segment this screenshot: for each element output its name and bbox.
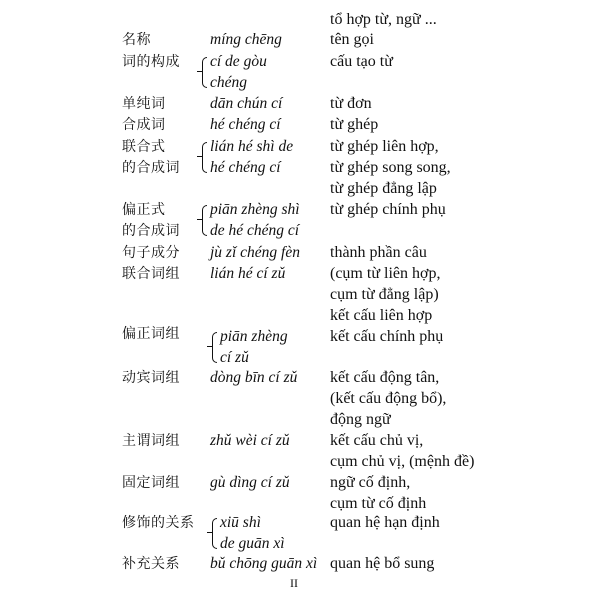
pinyin: bǔ chōng guān xì <box>210 555 318 572</box>
vietnamese-gloss: thành phần câu <box>330 244 427 261</box>
vietnamese-gloss: quan hệ hạn định <box>330 514 440 531</box>
chinese-term: 联合式 <box>122 139 166 155</box>
vietnamese-gloss: từ ghép đẳng lập <box>330 180 437 197</box>
brace-nib <box>197 156 202 157</box>
chinese-term: 偏正式 <box>122 202 166 218</box>
pinyin: míng chēng <box>210 31 282 48</box>
vietnamese-gloss: quan hệ bổ sung <box>330 555 435 572</box>
pinyin: chéng <box>210 74 248 91</box>
pinyin: lián hé cí zǔ <box>210 265 286 282</box>
chinese-term: 单纯词 <box>122 96 166 112</box>
chinese-term: 动宾词组 <box>122 370 180 386</box>
pinyin: gù dìng cí zǔ <box>210 474 290 491</box>
chinese-term: 固定词组 <box>122 475 180 491</box>
vietnamese-gloss: (cụm từ liên hợp, <box>330 265 441 282</box>
chinese-term: 的合成词 <box>122 160 180 176</box>
brace-upper <box>212 518 217 549</box>
pinyin: piān zhèng shì <box>210 201 300 218</box>
pinyin: de guān xì <box>220 535 285 552</box>
brace-upper <box>202 205 207 236</box>
page-number: II <box>290 576 298 590</box>
chinese-term: 联合词组 <box>122 266 180 282</box>
pinyin: hé chéng cí <box>210 116 281 133</box>
chinese-term: 名称 <box>122 32 151 48</box>
pinyin: hé chéng cí <box>210 159 281 176</box>
brace-nib <box>207 346 212 347</box>
chinese-term: 合成词 <box>122 117 166 133</box>
vietnamese-gloss: từ ghép song song, <box>330 159 451 176</box>
chinese-term: 补充关系 <box>122 556 180 572</box>
vietnamese-gloss: kết cấu liên hợp <box>330 307 433 324</box>
vietnamese-gloss: cụm từ đẳng lập) <box>330 286 439 303</box>
chinese-term: 的合成词 <box>122 223 180 239</box>
chinese-term: 主谓词组 <box>122 433 180 449</box>
vietnamese-gloss: từ ghép chính phụ <box>330 201 446 218</box>
pinyin: lián hé shì de <box>210 138 294 155</box>
brace-nib <box>207 532 212 533</box>
pinyin: zhǔ wèi cí zǔ <box>210 432 290 449</box>
pinyin: cí zǔ <box>220 349 249 366</box>
pinyin: cí de gòu <box>210 53 267 70</box>
vietnamese-gloss: tên gọi <box>330 31 374 48</box>
brace-nib <box>197 219 202 220</box>
vietnamese-gloss: kết cấu chủ vị, <box>330 432 424 449</box>
brace-upper <box>212 332 217 363</box>
pinyin: xiū shì <box>220 514 261 531</box>
vietnamese-gloss: ngữ cố định, <box>330 474 411 491</box>
pinyin: jù zǐ chéng fèn <box>210 244 300 261</box>
vietnamese-gloss: (kết cấu động bổ), <box>330 390 447 407</box>
pinyin: dòng bīn cí zǔ <box>210 369 298 386</box>
chinese-term: 词的构成 <box>122 54 180 70</box>
chinese-term: 修饰的关系 <box>122 515 195 531</box>
vietnamese-gloss: cụm từ cố định <box>330 495 427 512</box>
brace-upper <box>202 57 207 88</box>
vietnamese-gloss: động ngữ <box>330 411 391 428</box>
pinyin: dān chún cí <box>210 95 283 112</box>
vietnamese-gloss: từ đơn <box>330 95 372 112</box>
vietnamese-gloss: cụm chủ vị, (mệnh đề) <box>330 453 475 470</box>
vietnamese-gloss: kết cấu động tân, <box>330 369 440 386</box>
pinyin: piān zhèng <box>220 328 288 345</box>
brace-nib <box>197 71 202 72</box>
vietnamese-gloss: từ ghép liên hợp, <box>330 138 439 155</box>
vietnamese-gloss: từ ghép <box>330 116 379 133</box>
vietnamese-gloss: kết cấu chính phụ <box>330 328 444 345</box>
chinese-term: 句子成分 <box>122 245 180 261</box>
chinese-term: 偏正词组 <box>122 326 180 342</box>
pinyin: de hé chéng cí <box>210 222 300 239</box>
vietnamese-gloss: cấu tạo từ <box>330 53 393 70</box>
brace-upper <box>202 142 207 173</box>
continued-text: tổ hợp từ, ngữ ... <box>330 11 437 28</box>
